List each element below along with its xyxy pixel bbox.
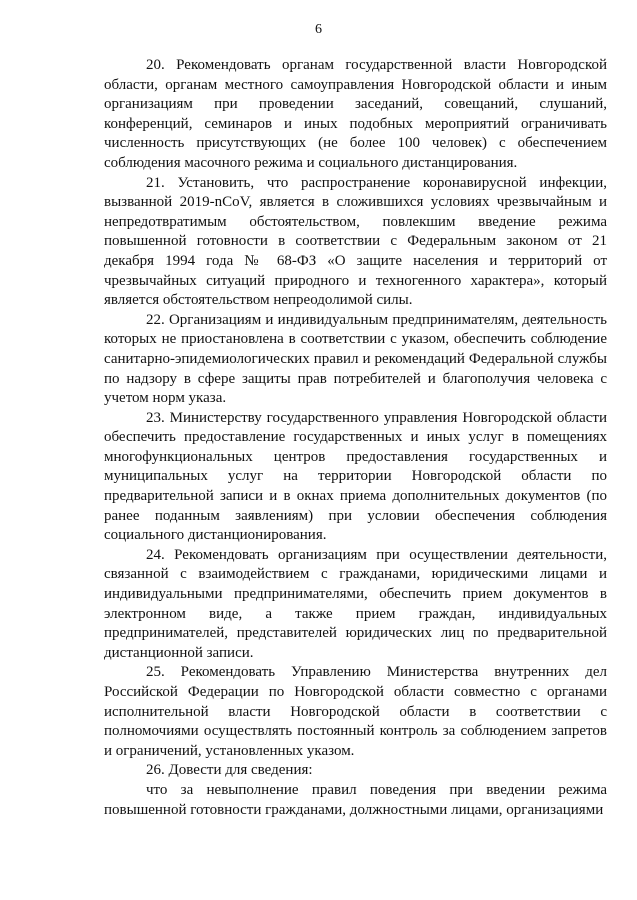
page-number: 6 [315, 22, 322, 37]
paragraph-23: 23. Министерству государственного управления Новгородской области обеспечить предоставление государственных и иных услуг в помещениях многофункциональных центров предоставления государственных и муниципальных услуг на территории Новгородской области по предварительной записи и в окнах приема дополнительных документов (по ранее поданным заявлениям) при условии обеспечения соблюдения социального дистанционирования. [104, 409, 607, 544]
paragraph-25: 25. Рекомендовать Управлению Министерства внутренних дел Российской Федерации по Новгородской области совместно с органами исполнительной власти Новгородской области в соответствии с полномочиями осуществлять постоянный контроль за соблюдением запретов и ограничений, установленных указом. [104, 664, 607, 759]
paragraph-24: 24. Рекомендовать организациям при осуществлении деятельности, связанной с взаимодействием с гражданами, юридическими лицами и индивидуальными предпринимателями, обеспечить прием документов в электронном виде, а также прием граждан, индивидуальных предпринимателей, представителей юридических лиц по предварительной дистанционной записи. [104, 546, 607, 661]
paragraph-26: 26. Довести для сведения: [146, 762, 313, 779]
paragraph-20: 20. Рекомендовать органам государственной власти Новгородской области, органам местного самоуправления Новгородской области и иным организациям при проведении заседаний, совещаний, слушаний, конференций, семинаров и иных подобных мероприятий ограничивать численность присутствующих (не более 100 человек) с обеспечением соблюдения масочного режима и социального дистанцирования. [104, 57, 607, 171]
paragraph-22: 22. Организациям и индивидуальным предпринимателям, деятельность которых не приостановлена в соответствии с указом, обеспечить соблюдение санитарно-эпидемиологических правил и рекомендаций Федеральной службы по надзору в сфере защиты прав потребителей и благополучия человека с учетом норм указа. [104, 311, 607, 407]
document-body [104, 56, 607, 820]
paragraph-26-continuation: что за невыполнение правил поведения при введении режима повышенной готовности гражданами, должностными лицами, организациями [104, 781, 607, 818]
paragraph-21: 21. Установить, что распространение коронавирусной инфекции, вызванной 2019-nCoV, является в сложившихся условиях чрезвычайным и непредотвратимым обстоятельством, повлекшим введение режима повышенной готовности в соответствии с Федеральным законом от 21 декабря 1994 года № 68-ФЗ «О защите населения и территорий от чрезвычайных ситуаций природного и техногенного характера», который является обстоятельством непреодолимой силы. [104, 174, 607, 309]
